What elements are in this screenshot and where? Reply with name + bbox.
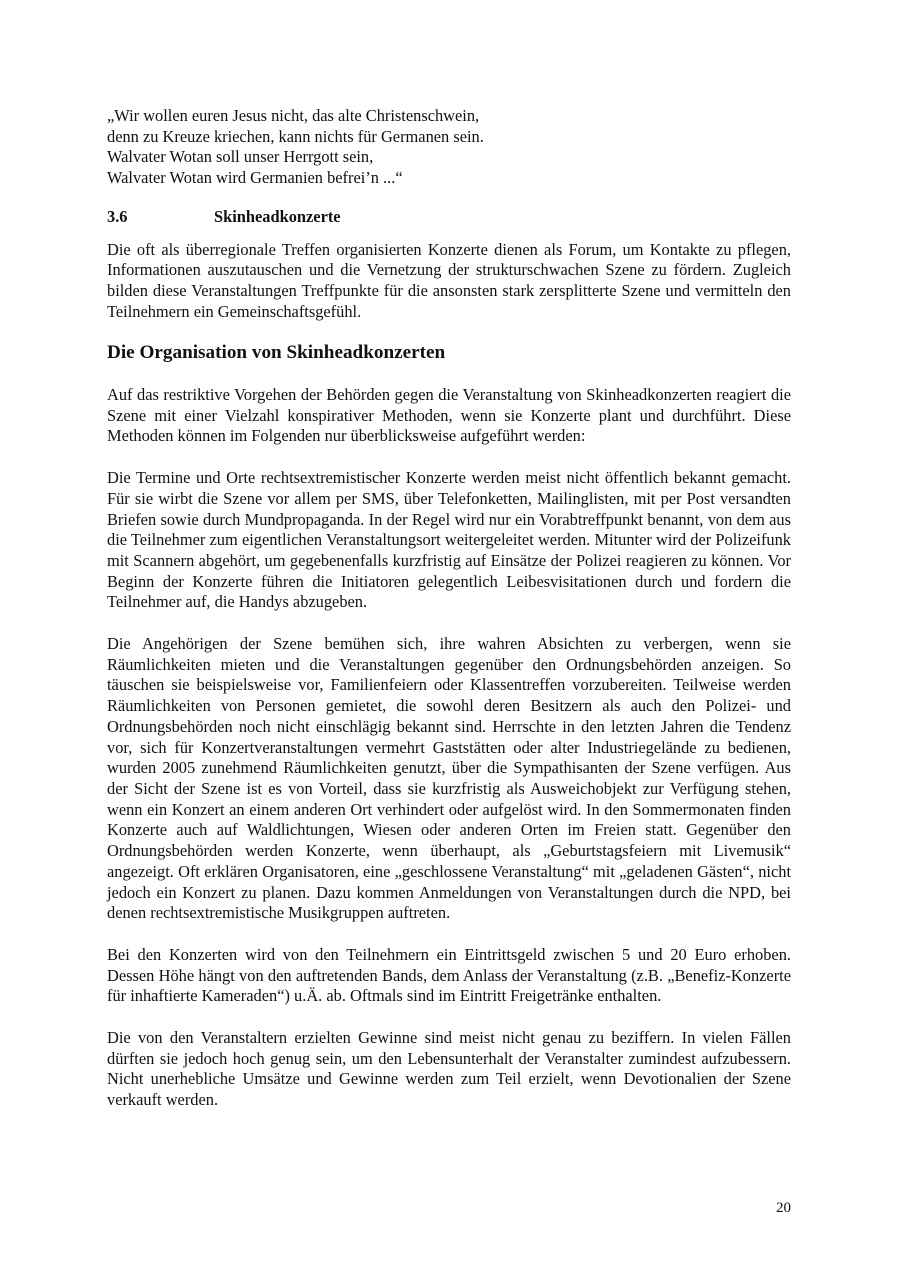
section-heading: [107, 207, 791, 228]
section-number: 3.6: [107, 206, 128, 226]
intro-paragraph: Die oft als überregionale Treffen organisierten Konzerte dienen als Forum, um Kontakte zu pflegen, Informationen auszutauschen und die Vernetzung der strukturschwachen Szene zu fördern. Zugleich bilden diese Veranstaltungen Treffpunkte für die ansonsten stark zersplitterte Szene und vermitteln den Teilnehmern ein Gemeinschaftsgefühl.: [107, 239, 791, 321]
paragraph-profits: Die von den Veranstaltern erzielten Gewinne sind meist nicht genau zu beziffern. In vielen Fällen dürften sie jedoch hoch genug sein, um den Lebensunterhalt der Veranstalter zumindest aufzubessern. Nicht unerhebliche Umsätze und Gewinne werden zum Teil erzielt, wenn Devotionalien der Szene verkauft werden.: [107, 1028, 791, 1110]
paragraph-concealment: Die Angehörigen der Szene bemühen sich, ihre wahren Absichten zu verbergen, wenn sie Räumlichkeiten mieten und die Veranstaltungen gegenüber den Ordnungsbehörden anzeigen. So täuschen sie beispielsweise vor, Familienfeiern oder Klassentreffen vorzubereiten. Teilweise werden Räumlichkeiten von Personen gemietet, die sowohl deren Besitzern als auch den Polizei- und Ordnungsbehörden noch nicht einschlägig bekannt sind. Herrschte in den letzten Jahren die Tendenz vor, sich für Konzertveranstaltungen vermehrt Gaststätten oder alter Industriegelände zu bedienen, wurden 2005 zunehmend Räumlichkeiten genutzt, über die Sympathisanten der Szene verfügen. Aus der Sicht der Szene ist es von Vorteil, dass sie kurzfristig als Ausweichobjekt zur Verfügung stehen, wenn ein Konzert an einem anderen Ort verhindert oder aufgelöst wird. In den Sommermonaten finden Konzerte auch auf Waldlichtungen, Wiesen oder anderen Orten im Freien statt. Gegenüber den Ordnungsbehörden werden Konzerte, wenn überhaupt, als „Geburtstagsfeiern mit Livemusik“ angezeigt. Oft erklären Organisatoren, eine „geschlossene Veranstaltung“ mit „geladenen Gästen“, nicht jedoch ein Konzert zu planen. Dazu kommen Anmeldungen von Veranstaltungen durch die NPD, bei denen rechtsextremistische Musikgruppen auftreten.: [107, 634, 791, 923]
quoted-verse: [107, 106, 791, 189]
paragraph-entrance-fee: Bei den Konzerten wird von den Teilnehmern ein Eintrittsgeld zwischen 5 und 20 Euro erhoben. Dessen Höhe hängt von den auftretenden Bands, dem Anlass der Veranstaltung (z.B. „Benefiz-Konzerte für inhaftierte Kameraden“) u.Ä. ab. Oftmals sind im Eintritt Freigetränke enthalten.: [107, 944, 791, 1006]
subheading-organisation: Die Organisation von Skinheadkonzerten: [107, 342, 446, 364]
section-title: Skinheadkonzerte: [214, 206, 341, 226]
paragraph-dates-locations: Die Termine und Orte rechtsextremistischer Konzerte werden meist nicht öffentlich bekannt gemacht. Für sie wirbt die Szene vor allem per SMS, über Telefonketten, Mailinglisten, mit per Post versandten Briefen sowie durch Mundpropaganda. In der Regel wird nur ein Vorabtreffpunkt benannt, von dem aus die Teilnehmer zum eigentlichen Veranstaltungsort weitergeleitet werden. Mitunter wird der Polizeifunk mit Scannern abgehört, um gegebenenfalls kurzfristig auf Einsätze der Polizei reagieren zu können. Vor Beginn der Konzerte führen die Initiatoren gelegentlich Leibesvisitationen durch und fordern die Teilnehmer auf, die Handys abzugeben.: [107, 468, 791, 612]
document-page: [107, 106, 791, 1111]
verse-line: Walvater Wotan soll unser Herrgott sein,: [107, 147, 374, 167]
verse-line: „Wir wollen euren Jesus nicht, das alte Christenschwein,: [107, 106, 480, 125]
verse-line: Walvater Wotan wird Germanien befrei’n ...“: [107, 168, 403, 188]
verse-line: denn zu Kreuze kriechen, kann nichts für Germanen sein.: [107, 126, 484, 146]
paragraph-methods: Auf das restriktive Vorgehen der Behörden gegen die Veranstaltung von Skinheadkonzerten reagiert die Szene mit einer Vielzahl konspirativer Methoden, wenn sie Konzerte plant und durchführt. Diese Methoden können im Folgenden nur überblicksweise aufgeführt werden:: [107, 385, 791, 446]
page-number: 20: [776, 1200, 791, 1216]
